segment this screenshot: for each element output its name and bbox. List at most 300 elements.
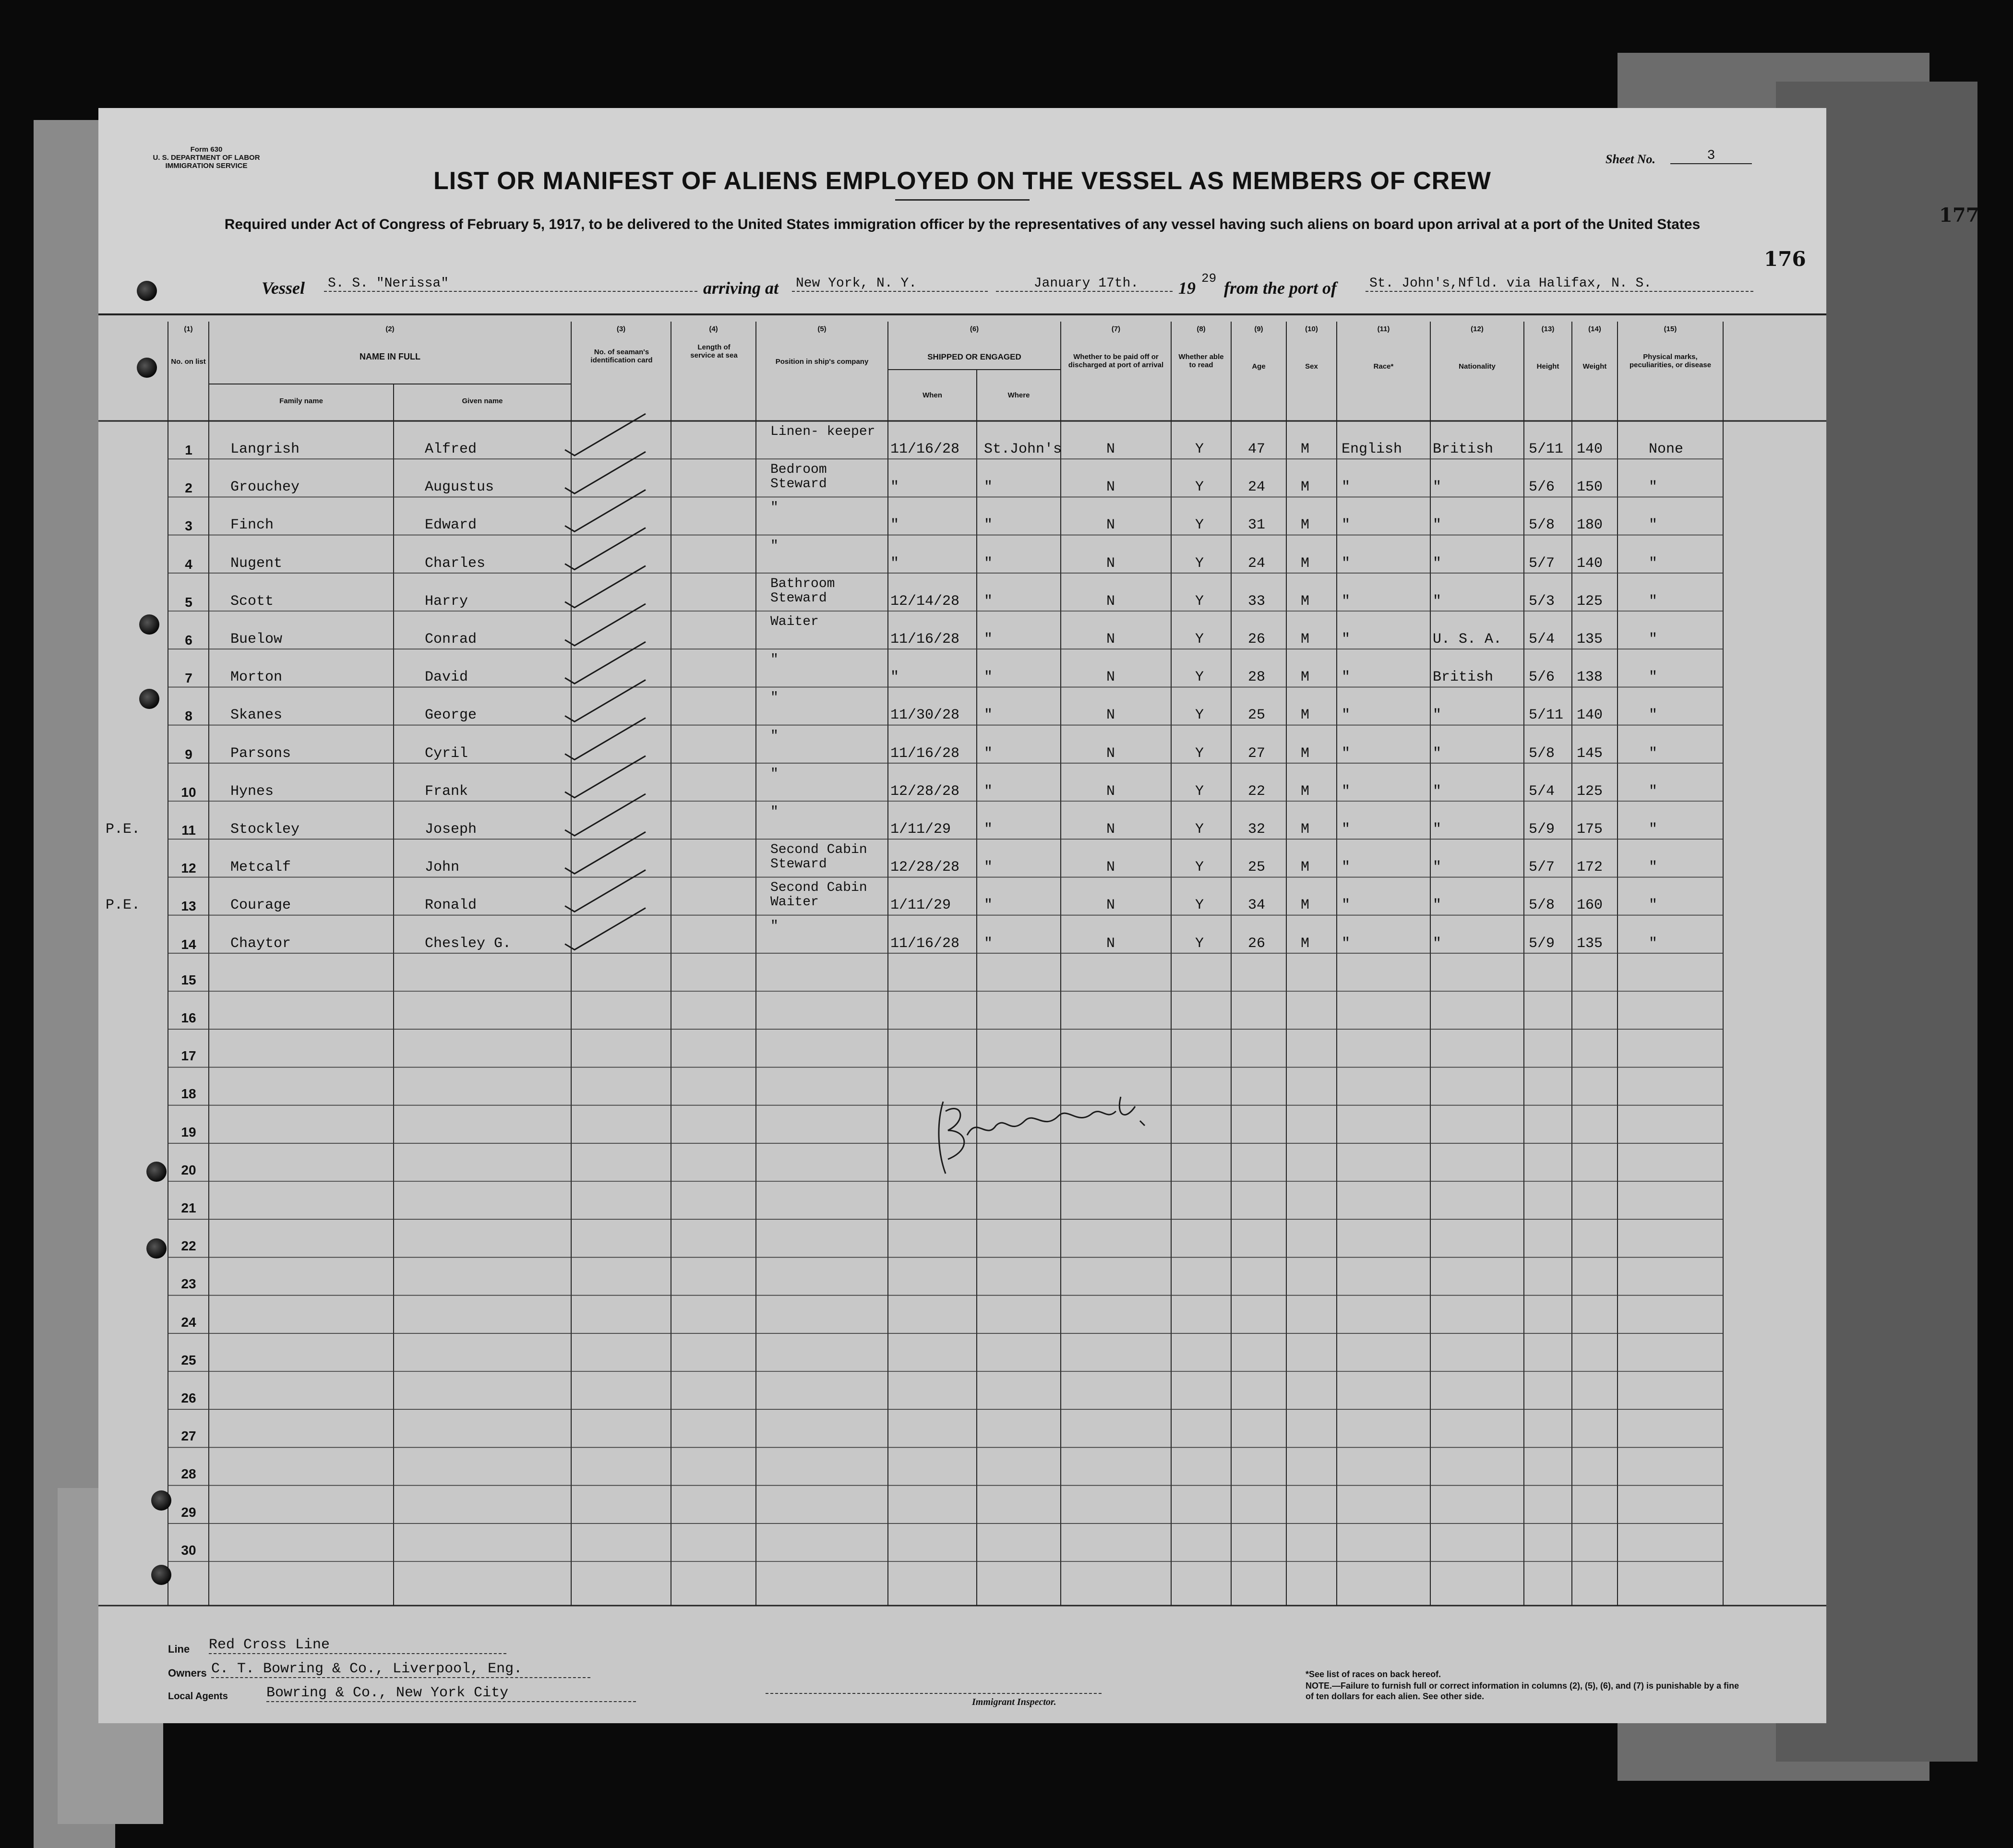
- age: 26: [1248, 935, 1266, 952]
- local-agents-label: Local Agents: [168, 1691, 228, 1702]
- paid-off: N: [1106, 631, 1115, 648]
- sex: M: [1301, 555, 1310, 572]
- race: ": [1342, 593, 1351, 610]
- family-name: Metcalf: [230, 859, 291, 876]
- col-6-num: (6): [970, 325, 979, 333]
- col-5-num: (5): [817, 325, 827, 333]
- punch-hole: [137, 281, 157, 301]
- position: Second Cabin Waiter: [770, 880, 867, 910]
- physical-marks: ": [1649, 593, 1658, 610]
- check-mark: [565, 908, 646, 950]
- row-number: 13: [181, 899, 196, 914]
- col-12-num: (12): [1471, 325, 1484, 333]
- family-name: Parsons: [230, 745, 291, 762]
- given-name: Chesley G.: [425, 935, 512, 952]
- position: ": [770, 918, 779, 934]
- punch-hole: [137, 358, 157, 378]
- weight: 150: [1577, 479, 1603, 496]
- height: 5/8: [1529, 517, 1555, 534]
- physical-marks: ": [1649, 707, 1658, 724]
- age: 47: [1248, 441, 1266, 457]
- shipped-where: ": [984, 897, 993, 914]
- penalty-note: NOTE.—Failure to furnish full or correct information in columns (2), (5), (6), and (7) is punishable by a fine of ten dollars for each alien. See other side.: [1306, 1681, 1739, 1701]
- page-number: 176: [1764, 247, 1806, 271]
- age: 32: [1248, 821, 1266, 838]
- nationality: ": [1433, 935, 1442, 952]
- col-weight-header: Weight: [1582, 362, 1607, 371]
- age: 25: [1248, 707, 1266, 724]
- col-11-num: (11): [1377, 325, 1390, 333]
- row-number: 8: [185, 708, 192, 724]
- given-name: Cyril: [425, 745, 468, 762]
- paid-off: N: [1106, 517, 1115, 534]
- able-to-read: Y: [1195, 897, 1204, 914]
- inspector-signature-scrawl: [939, 1097, 1145, 1174]
- nationality: ": [1433, 897, 1442, 914]
- nationality: ": [1433, 745, 1442, 762]
- position: ": [770, 804, 779, 819]
- nationality: ": [1433, 593, 1442, 610]
- vessel-name: S. S. "Nerissa": [324, 276, 697, 292]
- weight: 135: [1577, 631, 1603, 648]
- shipped-when: 12/28/28: [890, 783, 960, 800]
- physical-marks: ": [1649, 859, 1658, 876]
- race: ": [1342, 897, 1351, 914]
- paid-off: N: [1106, 479, 1115, 496]
- shipped-when: ": [890, 479, 899, 496]
- height: 5/4: [1529, 783, 1555, 800]
- col-name-header: NAME IN FULL: [359, 352, 420, 361]
- arriving-label: arriving at: [703, 278, 779, 298]
- race: ": [1342, 821, 1351, 838]
- row-number: 30: [181, 1542, 196, 1558]
- paid-off: N: [1106, 935, 1115, 952]
- shipped-where: ": [984, 669, 993, 686]
- departure-port: St. John's,Nfld. via Halifax, N. S.: [1366, 276, 1753, 292]
- family-name: Morton: [230, 669, 283, 686]
- row-number: 7: [185, 671, 192, 686]
- row-number: 12: [181, 861, 196, 876]
- position: ": [770, 652, 779, 668]
- age: 27: [1248, 745, 1266, 762]
- physical-marks: ": [1649, 745, 1658, 762]
- nationality: ": [1433, 707, 1442, 724]
- col-13-num: (13): [1541, 325, 1555, 333]
- sex: M: [1301, 859, 1310, 876]
- weight: 180: [1577, 517, 1603, 534]
- margin-annotation: P.E.: [106, 897, 141, 914]
- check-mark: [565, 870, 646, 912]
- shipped-where: ": [984, 783, 993, 800]
- shipped-when: 11/16/28: [890, 745, 960, 762]
- sex: M: [1301, 707, 1310, 724]
- row-number: 9: [185, 746, 192, 762]
- row-number: 20: [181, 1162, 196, 1177]
- col-4-num: (4): [709, 325, 718, 333]
- position: ": [770, 766, 779, 781]
- given-name: Ronald: [425, 897, 477, 914]
- age: 24: [1248, 479, 1266, 496]
- inspector-signature-line: [766, 1693, 1102, 1694]
- nationality: British: [1433, 441, 1494, 457]
- able-to-read: Y: [1195, 859, 1204, 876]
- sex: M: [1301, 897, 1310, 914]
- position: Bedroom Steward: [770, 462, 827, 492]
- col-paid-off-header: Whether to be paid off or discharged at port of arrival: [1068, 353, 1164, 369]
- row-number: 11: [181, 823, 196, 838]
- age: 25: [1248, 859, 1266, 876]
- physical-marks: ": [1649, 821, 1658, 838]
- height: 5/8: [1529, 897, 1555, 914]
- nationality: ": [1433, 859, 1442, 876]
- shipped-when: ": [890, 669, 899, 686]
- able-to-read: Y: [1195, 479, 1204, 496]
- manifest-sheet: [98, 108, 1826, 1723]
- height: 5/7: [1529, 859, 1555, 876]
- row-number: 21: [181, 1200, 196, 1215]
- height: 5/8: [1529, 745, 1555, 762]
- owners: C. T. Bowring & Co., Liverpool, Eng.: [211, 1661, 590, 1678]
- form-number: Form 630: [190, 145, 223, 154]
- given-name: Augustus: [425, 479, 494, 496]
- position: Second Cabin Steward: [770, 842, 867, 872]
- row-number: 3: [185, 518, 192, 534]
- able-to-read: Y: [1195, 441, 1204, 457]
- col-nationality-header: Nationality: [1459, 362, 1496, 371]
- shipped-where: ": [984, 517, 993, 534]
- col-9-num: (9): [1254, 325, 1263, 333]
- given-name: Harry: [425, 593, 468, 610]
- height: 5/3: [1529, 593, 1555, 610]
- nationality: U. S. A.: [1433, 631, 1502, 648]
- sex: M: [1301, 821, 1310, 838]
- row-number: 19: [181, 1124, 196, 1140]
- col-no-on-list-header: No. on list: [171, 358, 206, 366]
- check-mark: [565, 452, 646, 493]
- sex: M: [1301, 935, 1310, 952]
- col-3-num: (3): [616, 325, 626, 333]
- col-id-card-header: No. of seaman's identification card: [590, 348, 653, 364]
- sex: M: [1301, 593, 1310, 610]
- paid-off: N: [1106, 745, 1115, 762]
- given-name: Alfred: [425, 441, 477, 457]
- position: ": [770, 538, 779, 553]
- nationality: British: [1433, 669, 1494, 686]
- weight: 140: [1577, 707, 1603, 724]
- col-shipped-header: SHIPPED OR ENGAGED: [927, 352, 1021, 361]
- position: ": [770, 728, 779, 744]
- department-name: U. S. DEPARTMENT OF LABOR: [153, 154, 260, 162]
- col-7-num: (7): [1111, 325, 1121, 333]
- given-name: Joseph: [425, 821, 477, 838]
- row-number: 26: [181, 1391, 196, 1405]
- document-subtitle: Required under Act of Congress of February 5, 1917, to be delivered to the United States immigration officer by the representatives of any vessel having such aliens on board upon arrival at a port of the United States: [224, 216, 1701, 232]
- vessel-label: Vessel: [262, 278, 305, 298]
- sex: M: [1301, 745, 1310, 762]
- given-name: Charles: [425, 555, 486, 572]
- row-number: 27: [181, 1428, 196, 1444]
- check-mark: [565, 718, 646, 760]
- line-label: Line: [168, 1643, 190, 1655]
- nationality: ": [1433, 479, 1442, 496]
- age: 24: [1248, 555, 1266, 572]
- able-to-read: Y: [1195, 593, 1204, 610]
- height: 5/9: [1529, 935, 1555, 952]
- service-name: IMMIGRATION SERVICE: [165, 162, 248, 170]
- row-number: 18: [181, 1086, 196, 1102]
- race: ": [1342, 669, 1351, 686]
- weight: 135: [1577, 935, 1603, 952]
- height: 5/4: [1529, 631, 1555, 648]
- check-mark: [565, 756, 646, 798]
- weight: 125: [1577, 783, 1603, 800]
- physical-marks: ": [1649, 555, 1658, 572]
- given-name: John: [425, 859, 460, 876]
- punch-hole: [146, 1162, 167, 1182]
- sheet-number-label: Sheet No.: [1606, 152, 1655, 166]
- col-10-num: (10): [1305, 325, 1318, 333]
- race: ": [1342, 555, 1351, 572]
- race: ": [1342, 517, 1351, 534]
- race: ": [1342, 859, 1351, 876]
- family-name: Scott: [230, 593, 274, 610]
- check-mark: [565, 566, 646, 608]
- weight: 172: [1577, 859, 1603, 876]
- position: Linen- keeper: [770, 424, 875, 439]
- shipped-when: 12/28/28: [890, 859, 960, 876]
- physical-marks: ": [1649, 669, 1658, 686]
- shipped-when: 1/11/29: [890, 821, 951, 838]
- position: Waiter: [770, 614, 819, 629]
- race: ": [1342, 935, 1351, 952]
- owners-label: Owners: [168, 1667, 207, 1679]
- race: English: [1342, 441, 1402, 457]
- sex: M: [1301, 669, 1310, 686]
- row-number: 16: [181, 1010, 196, 1025]
- nationality: ": [1433, 555, 1442, 572]
- col-2-num: (2): [385, 325, 395, 333]
- check-mark: [565, 490, 646, 531]
- sex: M: [1301, 441, 1310, 457]
- punch-hole: [139, 614, 159, 635]
- paid-off: N: [1106, 821, 1115, 838]
- id-card-check-marks: [565, 414, 646, 950]
- sex: M: [1301, 631, 1310, 648]
- able-to-read: Y: [1195, 707, 1204, 724]
- check-mark: [565, 642, 646, 684]
- race-footnote: *See list of races on back hereof.: [1306, 1669, 1441, 1679]
- shipped-where: ": [984, 935, 993, 952]
- family-name: Chaytor: [230, 935, 291, 952]
- col-where-header: Where: [1007, 391, 1030, 399]
- physical-marks: None: [1649, 441, 1684, 457]
- shipped-when: ": [890, 555, 899, 572]
- row-number: 10: [181, 784, 196, 800]
- height: 5/11: [1529, 441, 1564, 457]
- row-number: 25: [181, 1352, 196, 1368]
- race: ": [1342, 745, 1351, 762]
- shipping-line: Red Cross Line: [209, 1637, 506, 1654]
- row-number: 28: [181, 1466, 196, 1482]
- able-to-read: Y: [1195, 783, 1204, 800]
- age: 31: [1248, 517, 1266, 534]
- able-to-read: Y: [1195, 821, 1204, 838]
- shipped-when: 1/11/29: [890, 897, 951, 914]
- back-sheet-page-number: 177: [1939, 204, 1979, 227]
- shipped-when: 11/30/28: [890, 707, 960, 724]
- punch-hole: [151, 1490, 171, 1511]
- able-to-read: Y: [1195, 555, 1204, 572]
- inspector-label: Immigrant Inspector.: [972, 1697, 1056, 1707]
- paid-off: N: [1106, 669, 1115, 686]
- punch-hole: [146, 1238, 167, 1259]
- age: 22: [1248, 783, 1266, 800]
- arrival-port: New York, N. Y.: [792, 276, 988, 292]
- weight: 140: [1577, 555, 1603, 572]
- sex: M: [1301, 517, 1310, 534]
- check-mark: [565, 414, 646, 456]
- able-to-read: Y: [1195, 935, 1204, 952]
- nationality: ": [1433, 517, 1442, 534]
- from-port-label: from the port of: [1224, 278, 1337, 298]
- nationality: ": [1433, 821, 1442, 838]
- local-agents: Bowring & Co., New York City: [266, 1685, 636, 1702]
- sex: M: [1301, 783, 1310, 800]
- row-number: 6: [185, 633, 192, 648]
- shipped-where: St.John's: [984, 441, 1062, 457]
- col-sex-header: Sex: [1305, 362, 1318, 371]
- family-name: Finch: [230, 517, 274, 534]
- given-name: Edward: [425, 517, 477, 534]
- row-number: 1: [185, 443, 192, 457]
- shipped-where: ": [984, 745, 993, 762]
- able-to-read: Y: [1195, 631, 1204, 648]
- given-name: David: [425, 669, 468, 686]
- family-name: Grouchey: [230, 479, 300, 496]
- col-8-num: (8): [1197, 325, 1206, 333]
- race: ": [1342, 707, 1351, 724]
- col-age-header: Age: [1252, 362, 1266, 371]
- row-number: 24: [181, 1314, 196, 1330]
- shipped-when: ": [890, 517, 899, 534]
- age: 33: [1248, 593, 1266, 610]
- paid-off: N: [1106, 555, 1115, 572]
- shipped-where: ": [984, 707, 993, 724]
- manifest-grid: [98, 108, 1826, 1723]
- margin-annotation: P.E.: [106, 821, 141, 838]
- col-length-service-header: Length of service at sea: [690, 343, 738, 360]
- check-mark: [565, 680, 646, 721]
- shipped-where: ": [984, 859, 993, 876]
- paid-off: N: [1106, 783, 1115, 800]
- col-15-num: (15): [1664, 325, 1677, 333]
- family-name: Nugent: [230, 555, 283, 572]
- check-mark: [565, 528, 646, 570]
- age: 26: [1248, 631, 1266, 648]
- shipped-where: ": [984, 631, 993, 648]
- shipped-when: 12/14/28: [890, 593, 960, 610]
- physical-marks: ": [1649, 517, 1658, 534]
- shipped-when: 11/16/28: [890, 631, 960, 648]
- height: 5/9: [1529, 821, 1555, 838]
- col-position-header: Position in ship's company: [775, 358, 869, 366]
- col-family-name-header: Family name: [279, 397, 323, 405]
- weight: 160: [1577, 897, 1603, 914]
- sex: M: [1301, 479, 1310, 496]
- check-mark: [565, 832, 646, 874]
- able-to-read: Y: [1195, 745, 1204, 762]
- row-rules: [168, 459, 1723, 1561]
- shipped-where: ": [984, 555, 993, 572]
- shipped-when: 11/16/28: [890, 441, 960, 457]
- col-race-header: Race*: [1373, 362, 1394, 371]
- shipped-where: ": [984, 479, 993, 496]
- paid-off: N: [1106, 593, 1115, 610]
- row-number: 17: [181, 1048, 196, 1064]
- age: 34: [1248, 897, 1266, 914]
- col-1-num: (1): [184, 325, 193, 333]
- row-number: 4: [185, 556, 192, 572]
- given-name: Conrad: [425, 631, 477, 648]
- year-prefix: 19: [1178, 278, 1196, 298]
- paid-off: N: [1106, 441, 1115, 457]
- sheet-number: 3: [1670, 148, 1752, 164]
- col-physical-header: Physical marks, peculiarities, or disease: [1629, 353, 1712, 369]
- family-name: Buelow: [230, 631, 283, 648]
- col-able-read-header: Whether able to read: [1178, 353, 1224, 369]
- weight: 145: [1577, 745, 1603, 762]
- physical-marks: ": [1649, 897, 1658, 914]
- height: 5/6: [1529, 669, 1555, 686]
- weight: 140: [1577, 441, 1603, 457]
- row-number: 22: [181, 1238, 196, 1254]
- race: ": [1342, 631, 1351, 648]
- weight: 125: [1577, 593, 1603, 610]
- position: ": [770, 690, 779, 706]
- check-mark: [565, 604, 646, 646]
- physical-marks: ": [1649, 783, 1658, 800]
- punch-hole: [139, 689, 159, 709]
- shipped-when: 11/16/28: [890, 935, 960, 952]
- physical-marks: ": [1649, 935, 1658, 952]
- punch-hole: [151, 1565, 171, 1585]
- row-number: 29: [181, 1504, 196, 1520]
- family-name: Skanes: [230, 707, 283, 724]
- shipped-where: ": [984, 821, 993, 838]
- paid-off: N: [1106, 859, 1115, 876]
- age: 28: [1248, 669, 1266, 686]
- physical-marks: ": [1649, 631, 1658, 648]
- arrival-date: January 17th.: [996, 276, 1173, 292]
- given-name: George: [425, 707, 477, 724]
- race: ": [1342, 783, 1351, 800]
- row-number: 14: [181, 936, 196, 952]
- nationality: ": [1433, 783, 1442, 800]
- paid-off: N: [1106, 707, 1115, 724]
- col-given-name-header: Given name: [462, 397, 503, 405]
- height: 5/11: [1529, 707, 1564, 724]
- check-mark: [565, 794, 646, 836]
- height: 5/6: [1529, 479, 1555, 496]
- year-suffix: 29: [1201, 271, 1217, 286]
- col-when-header: When: [923, 391, 942, 399]
- able-to-read: Y: [1195, 669, 1204, 686]
- row-number: 15: [181, 972, 196, 987]
- shipped-where: ": [984, 593, 993, 610]
- weight: 138: [1577, 669, 1603, 686]
- row-number: 23: [181, 1276, 196, 1292]
- position: ": [770, 500, 779, 516]
